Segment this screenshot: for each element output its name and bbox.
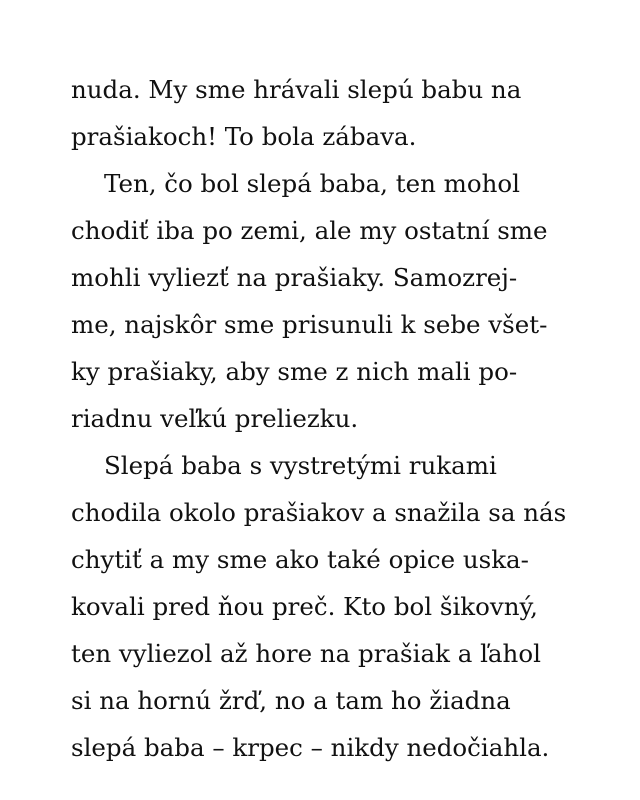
text-line: mohli vyliezť na prašiaky. Samozrej- bbox=[71, 263, 518, 292]
text-line: si na hornú žrď, no a tam ho žiadna bbox=[71, 686, 511, 715]
text-line: slepá baba – krpec – nikdy nedočiahla. bbox=[71, 733, 550, 762]
book-page-text bbox=[71, 70, 611, 775]
text-line: kovali pred ňou preč. Kto bol šikovný, bbox=[71, 592, 538, 621]
text-line: ten vyliezol až hore na prašiak a ľahol bbox=[71, 639, 541, 668]
text-line: chodiť iba po zemi, ale my ostatní sme bbox=[71, 216, 548, 245]
text-line: me, najskôr sme prisunuli k sebe všet- bbox=[71, 310, 548, 339]
text-line: prašiakoch! To bola zábava. bbox=[71, 122, 417, 151]
text-line: chytiť a my sme ako také opice uska- bbox=[71, 545, 529, 574]
text-line: riadnu veľkú preliezku. bbox=[71, 404, 359, 433]
text-line: ky prašiaky, aby sme z nich mali po- bbox=[71, 357, 518, 386]
paragraph-start-line: Ten, čo bol slepá baba, ten mohol bbox=[104, 169, 521, 198]
text-line: chodila okolo prašiakov a snažila sa nás bbox=[71, 498, 567, 527]
text-line: nuda. My sme hrávali slepú babu na bbox=[71, 75, 522, 104]
paragraph-start-line: Slepá baba s vystretými rukami bbox=[104, 451, 497, 480]
